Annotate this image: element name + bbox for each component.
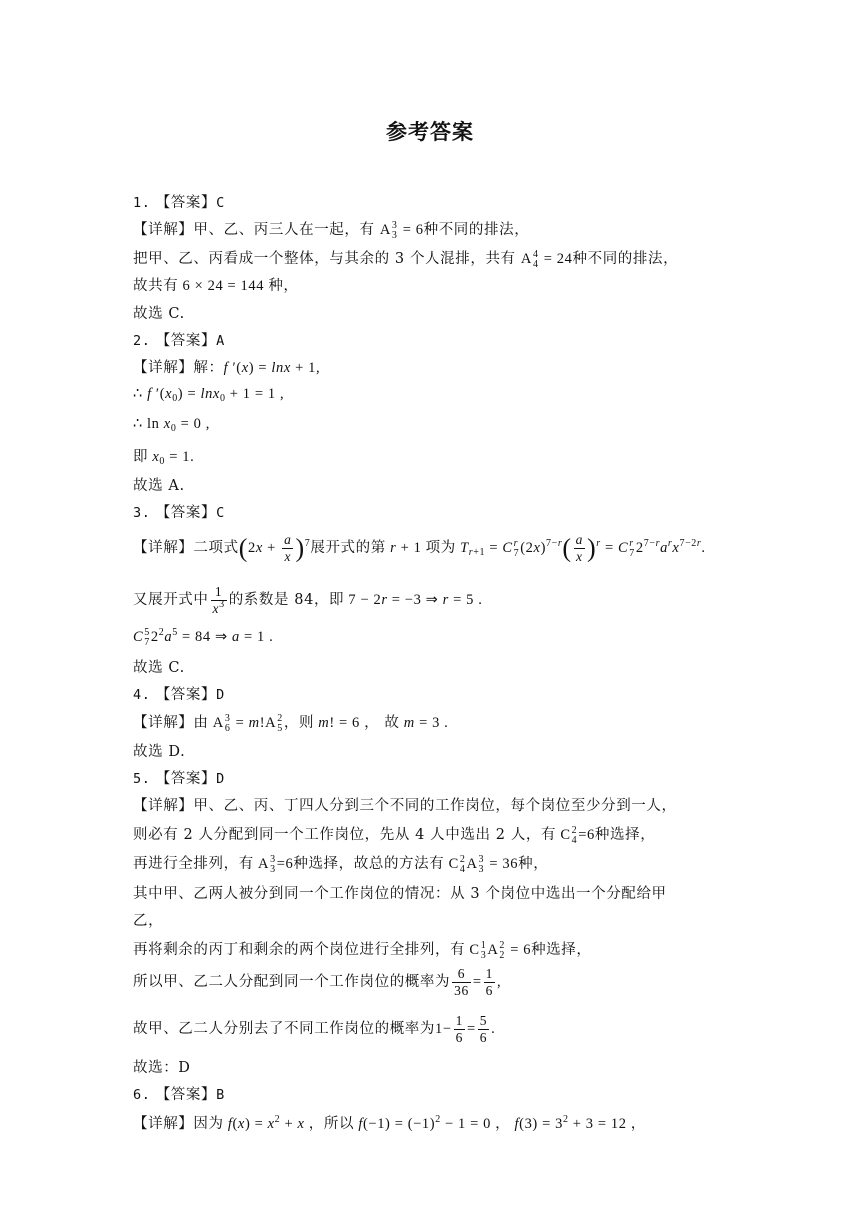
q5-detail-line-5: 乙，: [133, 913, 164, 929]
q3-answer-line: 3. 【答案】C: [133, 505, 225, 521]
q1-conclusion: 故选 C.: [133, 306, 185, 322]
q1-detail-line-3: 故共有 6 × 24 = 144 种，: [133, 278, 299, 294]
q5-detail-line-7: 所以甲、乙二人分配到同一个工作岗位的概率为 $\frac{6}{36}$ = $\frac{1}{6}$ ,: [133, 966, 502, 998]
q6-detail-line-1: 【详解】因为 $f(x) = x^2 + x$ ，所以 $f(-1) = (-1)^2 - 1 = 0$ ， $f(3) = 3^2 + 3 = 12$ ，: [133, 1114, 646, 1132]
q5-detail-line-1: 【详解】甲、乙、丙、丁四人分到三个不同的工作岗位，每个岗位至少分到一人，: [133, 798, 677, 814]
q1-detail-line-2: 把甲、乙、丙看成一个整体，与其余的 3 个人混排，共有 A 4 4 = 24种不同的排法，: [133, 248, 679, 270]
q3-detail-line-1: 【详解】二项式(2x + $\frac{a}{x}$ )$^7$展开式的第 r + 1 项为 $T_{r+1} = C$ r 7 $(2x)^{7-r}$( $\frac{a}{x}$ )$^r$ = C r 7 $2^{7-r}a^rx^{7-2r}$.: [133, 532, 706, 564]
q6-answer-line: 6. 【答案】B: [133, 1087, 225, 1103]
q2-detail-line-1: 【详解】解：f ′(x) = lnx + 1,: [133, 360, 321, 376]
q5-answer-line: 5. 【答案】D: [133, 771, 225, 787]
q2-answer-line: 2. 【答案】A: [133, 333, 225, 349]
q2-detail-line-2: ∴ f $'(x_0) = \ln x_0 + 1 = 1$ ,: [133, 386, 285, 404]
q4-conclusion: 故选 D.: [133, 744, 186, 760]
q5-detail-line-6: 再将剩余的丙丁和剩余的两个岗位进行全排列，有 C 1 3 A 2 2 = 6种选择，: [133, 939, 592, 961]
q5-detail-line-8: 故甲、乙二人分别去了不同工作岗位的概率为1− $\frac{1}{6}$ = $\frac{5}{6}$ .: [133, 1013, 496, 1045]
q2-conclusion: 故选 A.: [133, 478, 185, 494]
q4-answer-line: 4. 【答案】D: [133, 687, 225, 703]
q1-detail-line-1: 【详解】甲、乙、丙三人在一起，有 A 3 3 = 6种不同的排法，: [133, 219, 530, 241]
q1-answer-line: 1. 【答案】C: [133, 195, 225, 211]
q3-conclusion: 故选 C.: [133, 660, 185, 676]
page-title: 参考答案: [386, 120, 474, 144]
q3-detail-line-2: 又展开式中 $\frac{1}{x^3}$ 的系数是 84，即 7 − 2r = −3 ⇒ r = 5 .: [133, 584, 483, 616]
q5-detail-line-2: 则必有 2 人分配到同一个工作岗位，先从 4 人中选出 2 人，有 C 2 4 =6种选择，: [133, 824, 656, 846]
q5-detail-line-3: 再进行全排列，有 A 3 3 =6种选择，故总的方法有 C 2 4 A 3 3 = 36种，: [133, 853, 549, 875]
q2-detail-line-3: ∴ $\ln x_0 = 0$ ,: [133, 416, 210, 434]
q3-detail-line-3: C 5 7 $2^2a^5 = 84$ ⇒ a = 1 .: [133, 627, 274, 648]
q5-conclusion: 故选：D: [133, 1060, 191, 1076]
q4-detail-line-1: 【详解】由 A 3 6 = m!A 2 5 ，则 m! = 6 ， 故 m = 3 .: [133, 712, 449, 734]
q5-detail-line-4: 其中甲、乙两人被分到同一个工作岗位的情况：从 3 个岗位中选出一个分配给甲: [133, 886, 667, 902]
q2-detail-line-4: 即 $x_0 = 1$.: [133, 449, 195, 467]
